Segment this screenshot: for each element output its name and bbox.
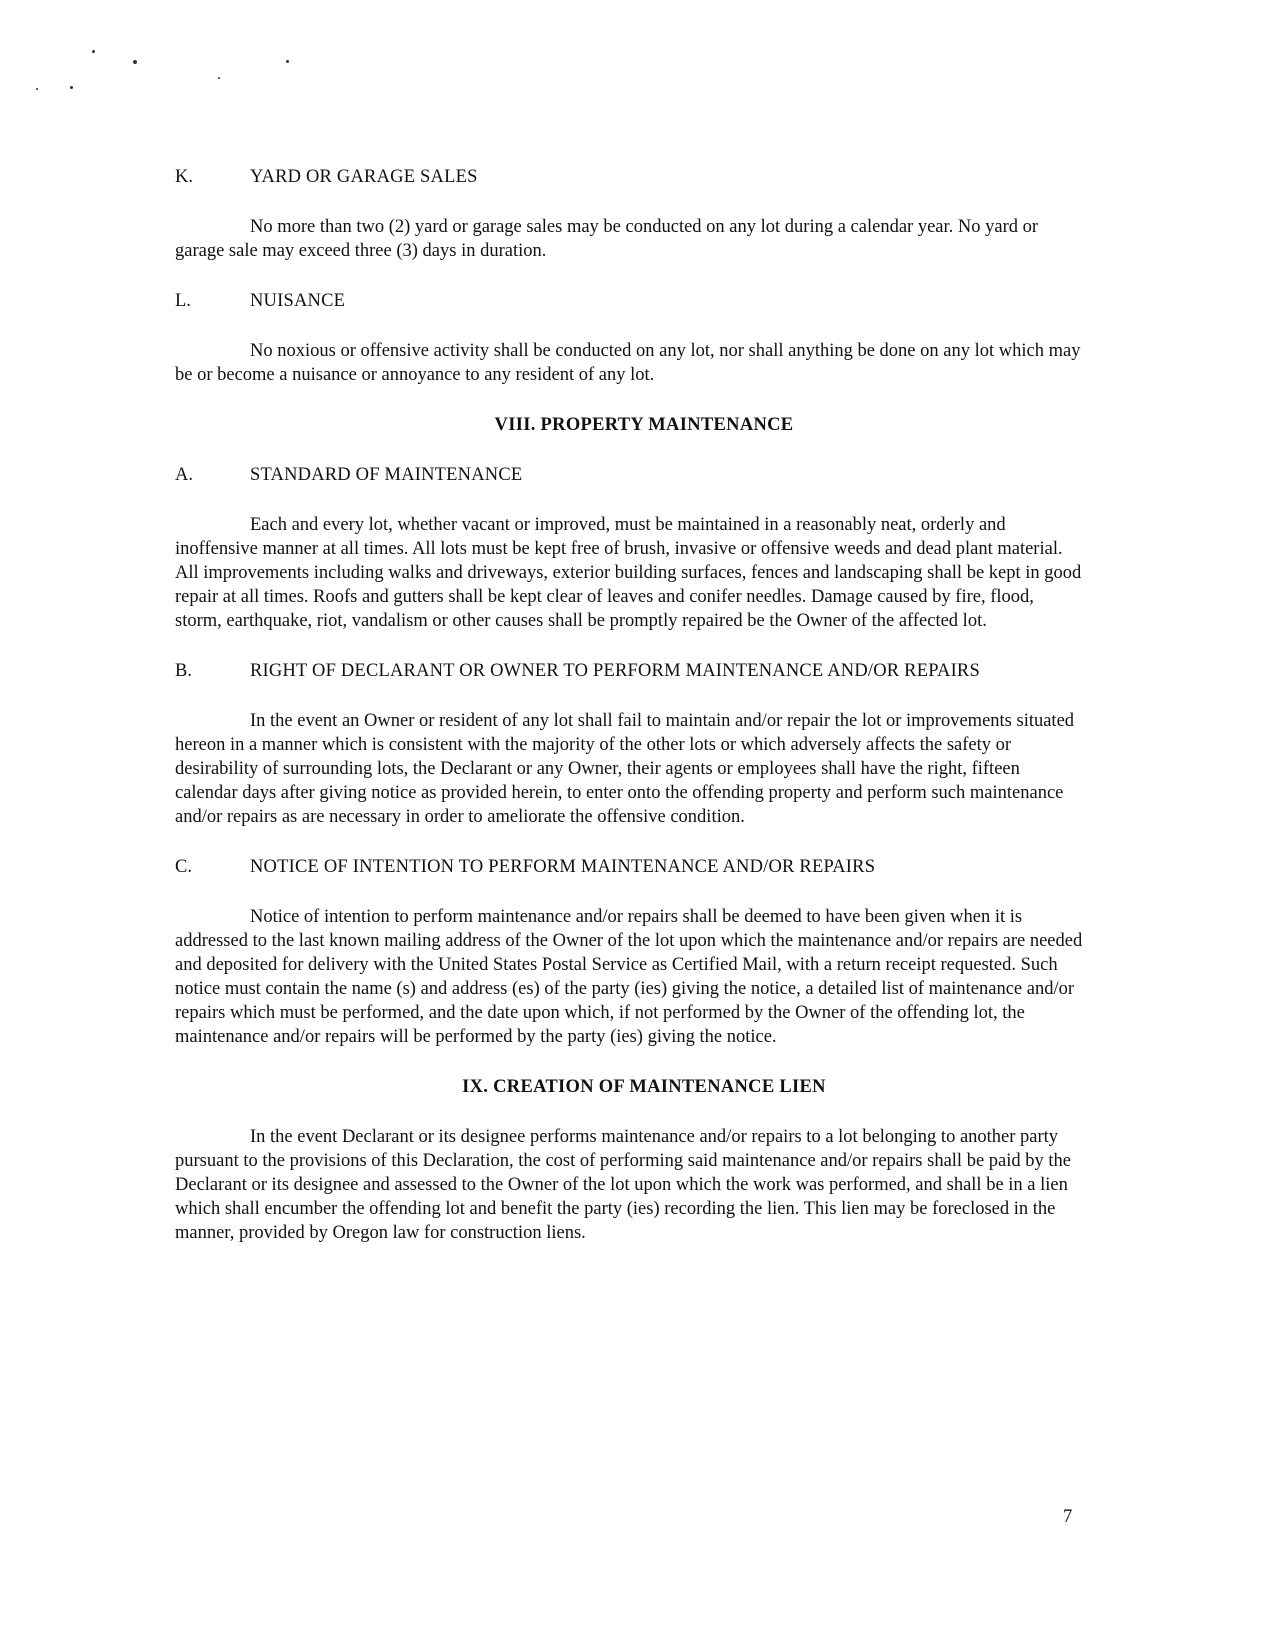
document-body [175,165,1083,1245]
page-number: 7 [1063,1507,1073,1527]
scan-artifact-dot [36,88,38,90]
section-letter: A. [175,465,193,485]
section-letter: C. [175,857,192,877]
article-heading-ix: IX. CREATION OF MAINTENANCE LIEN [462,1077,826,1097]
section-title: NOTICE OF INTENTION TO PERFORM MAINTENANCE AND/OR REPAIRS [250,857,876,877]
section-paragraph-l: No noxious or offensive activity shall be conducted on any lot, nor shall anything be done on any lot which may be or become a nuisance or annoyance to any resident of any lot. [175,341,1081,385]
article-paragraph-ix: In the event Declarant or its designee performs maintenance and/or repairs to a lot belonging to another party pursuant to the provisions of this Declaration, the cost of performing said maintenance and/or repairs shall be paid by the Declarant or its designee and assessed to the Owner of the lot upon which the work was performed, and shall be in a lien which shall encumber the offending lot and benefit the party (ies) recording the lien. This lien may be foreclosed in the manner, provided by Oregon law for construction liens. [175,1127,1071,1243]
scan-artifact-dot [70,86,73,89]
section-title: RIGHT OF DECLARANT OR OWNER TO PERFORM MAINTENANCE AND/OR REPAIRS [250,661,980,681]
section-title: STANDARD OF MAINTENANCE [250,465,523,485]
article-heading-viii: VIII. PROPERTY MAINTENANCE [494,415,794,435]
section-paragraph-a: Each and every lot, whether vacant or improved, must be maintained in a reasonably neat, orderly and inoffensive manner at all times. All lots must be kept free of brush, invasive or offensive weeds and dead plant material. All improvements including walks and driveways, exterior building surfaces, fences and landscaping shall be kept in good repair at all times. Roofs and gutters shall be kept clear of leaves and conifer needles. Damage caused by fire, flood, storm, earthquake, riot, vandalism or other causes shall be promptly repaired be the Owner of the affected lot. [175,515,1082,631]
section-heading-l [175,289,1083,313]
section-heading-c [175,855,1083,879]
scan-artifact-dot [92,50,95,53]
section-letter: K. [175,167,193,187]
section-heading-a [175,463,1083,487]
scan-artifact-dot [286,60,289,63]
section-letter: L. [175,291,191,311]
section-letter: B. [175,661,192,681]
section-title: YARD OR GARAGE SALES [250,167,478,187]
scan-artifact-dot [218,77,220,79]
section-paragraph-k: No more than two (2) yard or garage sales may be conducted on any lot during a calendar year. No yard or garage sale may exceed three (3) days in duration. [175,217,1039,261]
section-paragraph-b: In the event an Owner or resident of any lot shall fail to maintain and/or repair the lot or improvements situated hereon in a manner which is consistent with the majority of the other lots or which adversely affects the safety or desirability of surrounding lots, the Declarant or any Owner, their agents or employees shall have the right, fifteen calendar days after giving notice as provided herein, to enter onto the offending property and perform such maintenance and/or repairs as are necessary in order to ameliorate the offensive condition. [175,711,1075,827]
scan-artifact-dot [133,60,137,64]
section-paragraph-c: Notice of intention to perform maintenance and/or repairs shall be deemed to have been given when it is addressed to the last known mailing address of the Owner of the lot upon which the maintenance and/or repairs are needed and deposited for delivery with the United States Postal Service as Certified Mail, with a return receipt requested. Such notice must contain the name (s) and address (es) of the party (ies) giving the notice, a detailed list of maintenance and/or repairs which must be performed, and the date upon which, if not performed by the Owner of the offending lot, the maintenance and/or repairs will be performed by the party (ies) giving the notice. [175,907,1083,1047]
section-heading-k [175,165,1083,189]
section-title: NUISANCE [250,291,346,311]
section-heading-b [175,659,1083,683]
